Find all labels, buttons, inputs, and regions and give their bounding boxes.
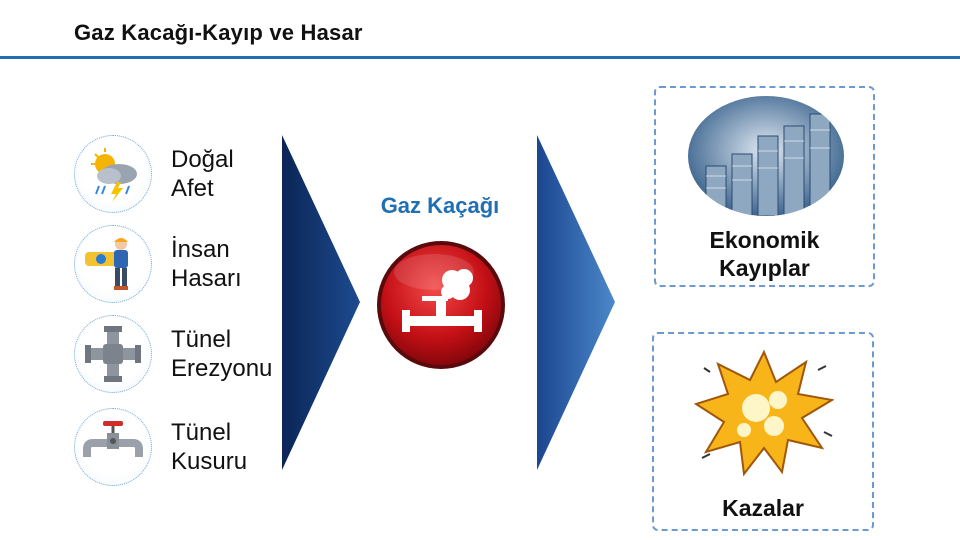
outcome-economic-losses <box>654 86 875 287</box>
flow-arrow-right <box>537 135 617 470</box>
pipe-cross-icon <box>74 315 152 393</box>
outcome-label: Kazalar <box>722 495 804 521</box>
explosion-icon <box>694 348 834 478</box>
cause-label: Doğal Afet <box>171 146 234 202</box>
outcome-accidents <box>652 332 874 531</box>
flow-arrow-left <box>282 135 362 470</box>
cause-label: Tünel Erezyonu <box>171 326 273 382</box>
title-underline <box>0 56 960 59</box>
valve-icon <box>74 408 152 486</box>
gas-leak-icon <box>374 238 508 372</box>
coin-stacks-icon <box>688 96 844 216</box>
cause-label: İnsan Hasarı <box>171 236 242 292</box>
outcome-label: Ekonomik Kayıplar <box>709 227 820 281</box>
storm-icon <box>74 135 152 213</box>
cause-label: Tünel Kusuru <box>171 419 248 475</box>
center-title: Gaz Kaçağı <box>380 193 500 218</box>
worker-icon <box>74 225 152 303</box>
slide-title: Gaz Kacağı-Kayıp ve Hasar <box>74 20 363 45</box>
